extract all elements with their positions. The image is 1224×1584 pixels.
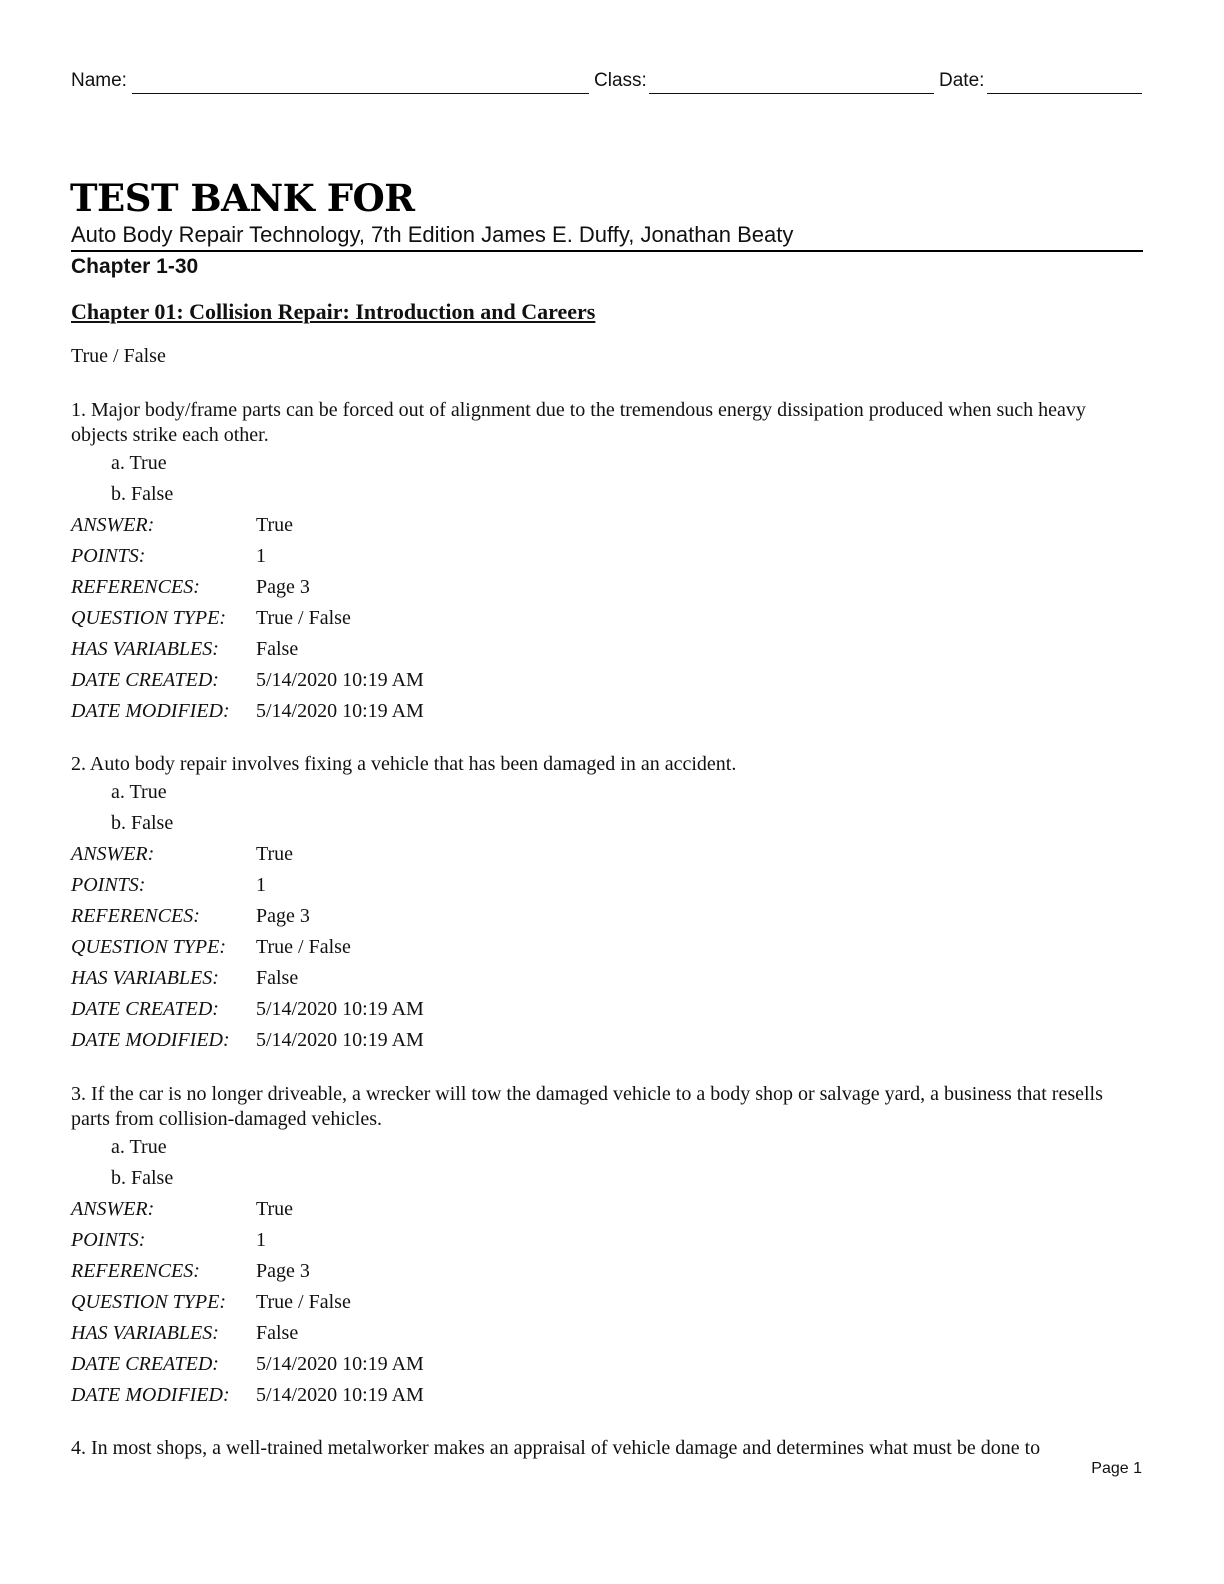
date-created-value: 5/14/2020 10:19 AM	[256, 669, 424, 691]
references-label: REFERENCES:	[71, 576, 200, 598]
question-type-value: True / False	[256, 607, 351, 629]
section-title: Chapter 01: Collision Repair: Introduction and Careers	[71, 299, 596, 324]
points-label: POINTS:	[71, 874, 146, 896]
chapter-range: Chapter 1-30	[71, 255, 199, 278]
points-value: 1	[256, 545, 266, 567]
references-label: REFERENCES:	[71, 1260, 200, 1282]
student-info-header	[71, 70, 1142, 98]
answer-value: True	[256, 514, 294, 536]
answer-label: ANSWER:	[71, 514, 155, 536]
has-variables-value: False	[256, 1322, 299, 1344]
option-b: b. False	[111, 812, 174, 834]
has-variables-value: False	[256, 967, 299, 989]
date-line	[987, 93, 1142, 94]
date-created-value: 5/14/2020 10:19 AM	[256, 998, 424, 1020]
date-modified-label: DATE MODIFIED:	[71, 700, 230, 722]
points-label: POINTS:	[71, 1229, 146, 1251]
date-label: Date:	[939, 70, 985, 91]
question-metadata	[71, 839, 424, 1056]
question-3	[71, 1082, 1143, 1411]
date-modified-value: 5/14/2020 10:19 AM	[256, 1029, 424, 1051]
question-4	[71, 1436, 1143, 1461]
answer-value: True	[256, 1198, 294, 1220]
references-value: Page 3	[256, 1260, 310, 1282]
answer-label: ANSWER:	[71, 843, 155, 865]
answer-value: True	[256, 843, 294, 865]
points-value: 1	[256, 874, 266, 896]
section-type: True / False	[71, 345, 166, 367]
date-created-label: DATE CREATED:	[71, 998, 219, 1020]
question-type-value: True / False	[256, 936, 351, 958]
question-type-label: QUESTION TYPE:	[71, 1291, 227, 1313]
points-label: POINTS:	[71, 545, 146, 567]
date-modified-label: DATE MODIFIED:	[71, 1029, 230, 1051]
date-modified-label: DATE MODIFIED:	[71, 1384, 230, 1406]
page-title: TEST BANK FOR	[70, 176, 415, 220]
name-line	[132, 93, 589, 94]
class-label: Class:	[594, 70, 647, 91]
question-text: 3. If the car is no longer driveable, a wrecker will tow the damaged vehicle to a body shop or salvage yard, a business that resells parts from collision-damaged vehicles.	[71, 1083, 1103, 1130]
question-type-label: QUESTION TYPE:	[71, 607, 227, 629]
has-variables-value: False	[256, 638, 299, 660]
question-text: 1. Major body/frame parts can be forced out of alignment due to the tremendous energy dissipation produced when such heavy objects strike each other.	[71, 399, 1086, 446]
book-subtitle: Auto Body Repair Technology, 7th Edition James E. Duffy, Jonathan Beaty	[71, 222, 794, 247]
class-line	[649, 93, 934, 94]
question-1	[71, 398, 1143, 727]
option-b: b. False	[111, 483, 174, 505]
references-value: Page 3	[256, 576, 310, 598]
has-variables-label: HAS VARIABLES:	[71, 638, 219, 660]
page-number: Page 1	[1091, 1460, 1142, 1477]
date-created-label: DATE CREATED:	[71, 669, 219, 691]
question-text: 4. In most shops, a well-trained metalworker makes an appraisal of vehicle damage and determines what must be done to	[71, 1437, 1041, 1459]
option-a: a. True	[111, 452, 167, 474]
references-value: Page 3	[256, 905, 310, 927]
name-label: Name:	[71, 70, 127, 91]
question-metadata	[71, 1194, 424, 1411]
option-a: a. True	[111, 1136, 167, 1158]
question-text: 2. Auto body repair involves fixing a vehicle that has been damaged in an accident.	[71, 753, 737, 775]
points-value: 1	[256, 1229, 266, 1251]
date-modified-value: 5/14/2020 10:19 AM	[256, 1384, 424, 1406]
question-metadata	[71, 510, 424, 727]
question-type-value: True / False	[256, 1291, 351, 1313]
option-a: a. True	[111, 781, 167, 803]
option-b: b. False	[111, 1167, 174, 1189]
answer-label: ANSWER:	[71, 1198, 155, 1220]
has-variables-label: HAS VARIABLES:	[71, 967, 219, 989]
date-modified-value: 5/14/2020 10:19 AM	[256, 700, 424, 722]
date-created-value: 5/14/2020 10:19 AM	[256, 1353, 424, 1375]
title-rule	[71, 250, 1143, 252]
references-label: REFERENCES:	[71, 905, 200, 927]
has-variables-label: HAS VARIABLES:	[71, 1322, 219, 1344]
date-created-label: DATE CREATED:	[71, 1353, 219, 1375]
question-2	[71, 752, 1143, 1056]
question-type-label: QUESTION TYPE:	[71, 936, 227, 958]
